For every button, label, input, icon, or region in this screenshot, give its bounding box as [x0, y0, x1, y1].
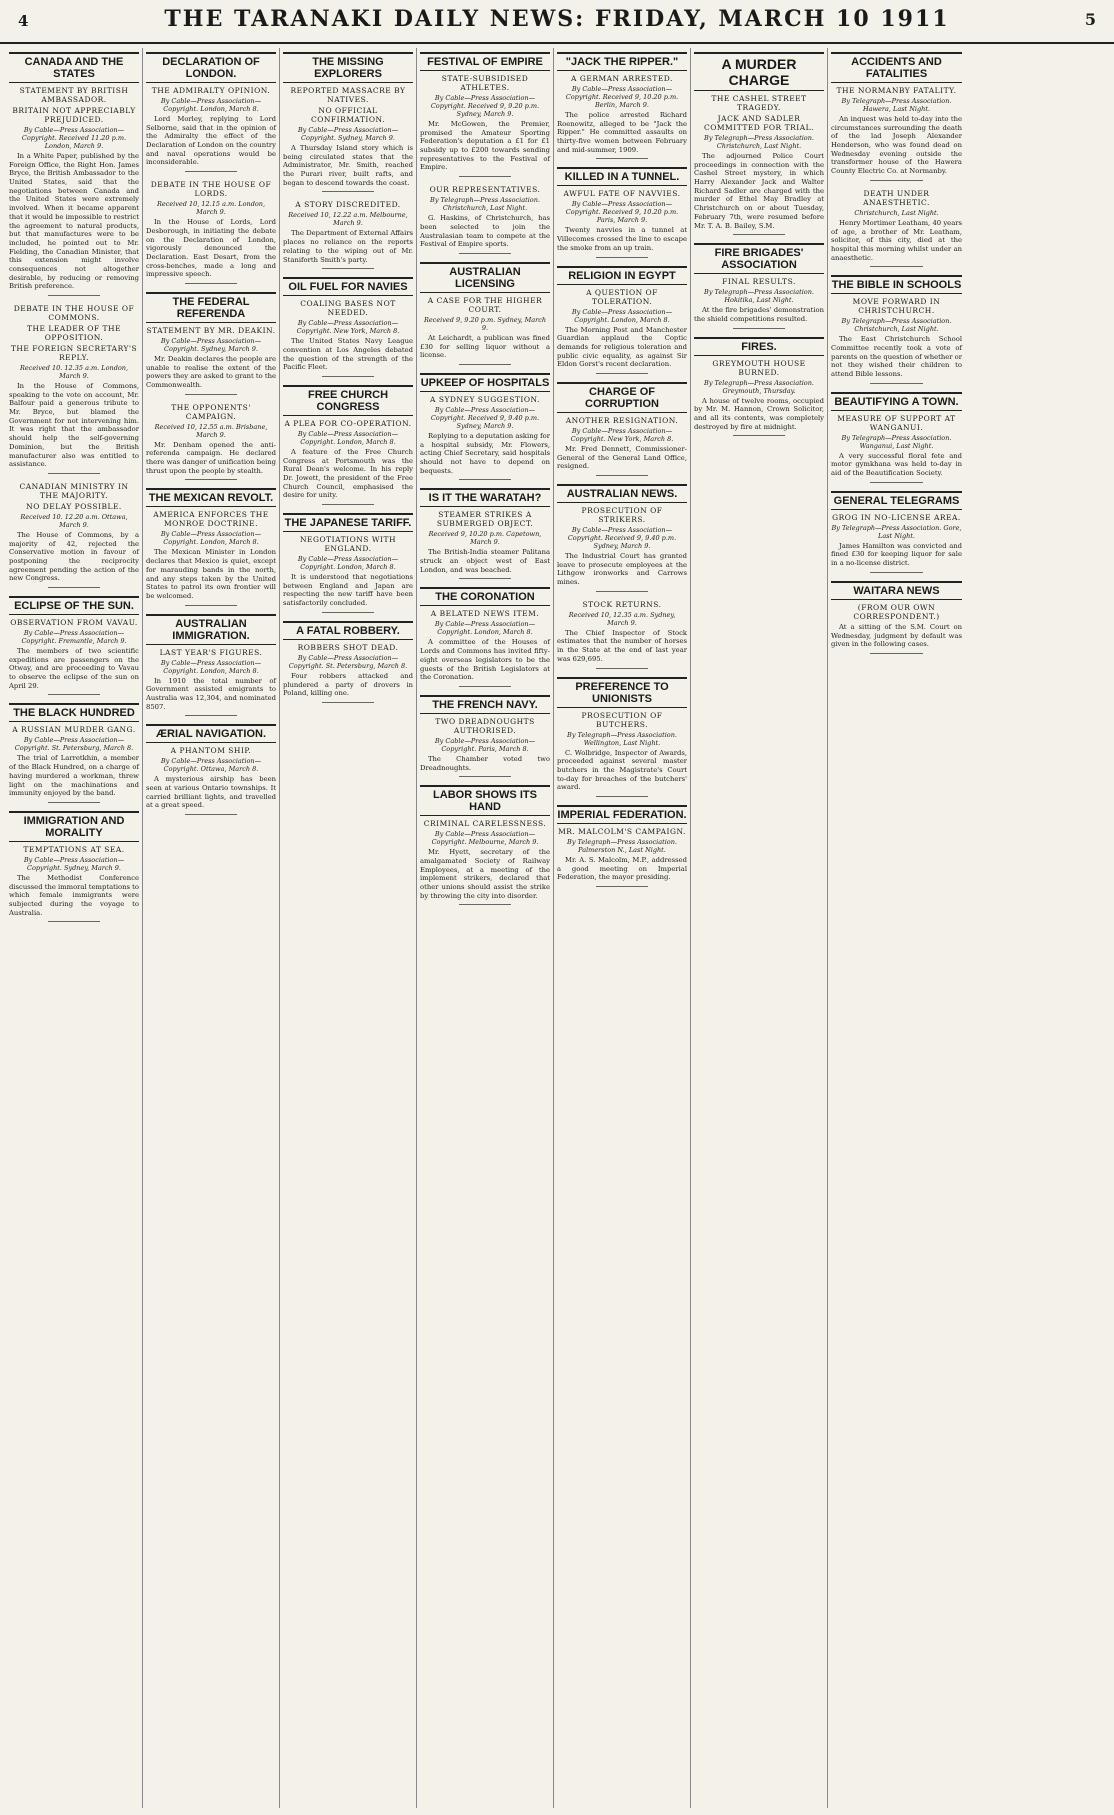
article-divider [596, 796, 648, 797]
article [694, 337, 824, 437]
article-divider [48, 473, 100, 474]
article-divider [870, 383, 922, 384]
article-divider [322, 191, 374, 192]
article-subhead: THE NORMANBY FATALITY. [836, 86, 957, 95]
article-body: In the House of Lords, Lord Desborough, in initiating the debate on the Declaration of London, vigorously denounced the Declaration. East Desart, from the cross-benches, made a long and impressive speech. [146, 218, 276, 279]
article-subhead: A PLEA FOR CO-OPERATION. [284, 418, 412, 428]
article [146, 180, 276, 284]
article-subhead: FINAL RESULTS. [722, 277, 796, 287]
article-dateline: Received 9, 9.20 p.m. Sydney, March 9. [423, 315, 547, 332]
article-divider [596, 475, 648, 476]
article [557, 600, 687, 669]
article-dateline: By Cable—Press Association—Copyright. London, March 8. [160, 658, 262, 675]
article-dateline: By Cable—Press Association—Copyright. Paris, March 8. [434, 736, 536, 753]
article-subhead: A SYDNEY SUGGESTION. [430, 394, 540, 404]
article [283, 513, 413, 613]
article-subhead: A CASE FOR THE HIGHER COURT. [427, 295, 543, 314]
article-divider [185, 479, 237, 480]
article-body: The adjourned Police Court proceedings in connection with the Cashel Street mystery, in which Harry Alexander Jack and Walter Richard Sadler are charged with the murder of Ethel May Bradley at Christchurch on or about Tuesday, February 7th, were resumed before Mr. T. A. B. Bailey, S.M. [694, 152, 824, 230]
article-dateline: Received 9, 10.20 p.m. Capetown, March 9. [428, 530, 542, 547]
article-body: Mr. McGowen, the Premier, promised the Amateur Sporting Federation's deputation a £1 for £1 subsidy up to £200 towards sending representatives to the Festival of Empire. [420, 120, 550, 172]
article-dateline: By Cable—Press Association—Copyright. Melbourne, March 9. [431, 830, 539, 847]
article-dateline: By Cable—Press Association—Copyright. St. Petersburg, March 8. [14, 736, 134, 753]
article [557, 266, 687, 374]
article-headline: RELIGION IN EGYPT [557, 266, 687, 285]
article-divider [459, 176, 511, 177]
article-subhead: GROG IN NO-LICENSE AREA. [832, 512, 961, 522]
article-subhead: OBSERVATION FROM VAVAU. [10, 618, 138, 627]
article-headline: THE BIBLE IN SCHOOLS [831, 275, 962, 294]
article-headline: "JACK THE RIPPER." [557, 52, 687, 71]
article-headline: OIL FUEL FOR NAVIES [283, 277, 413, 296]
article [146, 614, 276, 717]
article [420, 695, 550, 777]
article-subhead: GREYMOUTH HOUSE BURNED. [712, 358, 806, 377]
article-divider [870, 572, 922, 573]
article-headline: A FATAL ROBBERY. [283, 621, 413, 640]
column-1 [6, 48, 143, 1808]
article-dateline: By Cable—Press Association—Copyright. Received 9, 9.40 p.m. Sydney, March 9. [567, 526, 677, 550]
article [283, 385, 413, 505]
article-divider [733, 234, 785, 235]
article-divider [459, 578, 511, 579]
article-divider [459, 479, 511, 480]
article-subhead: STEAMER STRIKES A SUBMERGED OBJECT. [436, 510, 534, 529]
article-headline: FIRES. [694, 337, 824, 356]
article-dateline: By Telegraph—Press Association. Gore, Last Night. [831, 523, 962, 540]
article-subhead: STATE-SUBSIDISED ATHLETES. [441, 74, 529, 92]
article [557, 382, 687, 476]
article-divider [185, 283, 237, 284]
article-body: Lord Morley, replying to Lord Selborne, said that in the opinion of the Admiralty the effect of the Declaration of London on the country and naval operations would be inconsiderable. [146, 115, 276, 167]
article-subhead: PROSECUTION OF BUTCHERS. [581, 710, 663, 729]
article-body: A very successful floral fete and motor gymkhana was held to-day in aid of the Beautification Society. [831, 451, 962, 478]
article-dateline: By Telegraph—Press Association. Palmerston N., Last Night. [567, 837, 677, 854]
article-body: It is understood that negotiations between England and Japan are respecting the new tariff have been satisfactorily concluded. [283, 573, 413, 608]
article-divider [870, 266, 922, 267]
article-subhead: THE CASHEL STREET TRAGEDY. [711, 94, 807, 112]
article-body: Mr. Hyett, secretary of the amalgamated Society of Railway Employees, at a meeting of the implement strikers, declared that other unions should assist the strike by throwing the city into disorder. [420, 848, 550, 900]
article-headline: THE MEXICAN REVOLT. [146, 488, 276, 507]
article-body: The Mexican Minister in London declares that Mexico is quiet, except for marauding bands in the north, and any steps taken by the United States to patrol its own frontier will be welcomed. [146, 548, 276, 600]
page-number: 5 [1084, 10, 1096, 29]
article-body: In a White Paper, published by the Foreign Office, the Right Hon. James Bryce, the British Ambassador to the United States, said that the negotiations between Canada and the United States were extremely involved. When it became apparent that it would be impossible to restrict the agreement to natural products, but that manufactures were to be included, he pointed out to Mr. Fielding, the Canadian Minister, that this extension might involve consequences not altogether desirable, by reducing or removing British preference. [9, 152, 139, 291]
article-body: At the fire brigades' demonstration the shield competitions resulted. [694, 306, 824, 323]
article-body: Twenty navvies in a tunnel at Villecomes crossed the line to escape the smoke from an up train. [557, 226, 687, 252]
article-headline: WAITARA NEWS [831, 581, 962, 600]
article-divider [596, 158, 648, 159]
article-dateline: By Telegraph—Press Association. Hawera, Last Night. [841, 97, 952, 113]
article-body: In 1910 the total number of Government assisted emigrants to Australia was 12,304, and nominated 8507. [146, 676, 276, 711]
article-dateline: By Cable—Press Association—Copyright. London, March 8. [297, 555, 399, 572]
newspaper-title: THE TARANAKI DAILY NEWS: FRIDAY, MARCH 10 1911 [164, 6, 950, 32]
article-body: The Industrial Court has granted leave to prosecute employees at the Lithgow ironworks and Carrows mines. [557, 552, 687, 587]
article-dateline: By Cable—Press Association—Copyright. St. Petersburg, March 8. [288, 653, 408, 670]
article [9, 596, 139, 695]
article [831, 392, 962, 483]
article-dateline: By Cable—Press Association—Copyright. New York, March 8. [296, 319, 400, 336]
article [9, 52, 139, 296]
article-headline: THE FEDERAL REFERENDA [146, 292, 276, 323]
article-dateline: By Cable—Press Association—Copyright. Sydney, March 9. [160, 336, 262, 353]
column-4 [417, 48, 554, 1808]
article-divider [870, 653, 922, 654]
article-divider [322, 702, 374, 703]
article-headline: CANADA AND THE STATES [9, 52, 139, 83]
article-subhead: THE FOREIGN SECRETARY'S REPLY. [10, 344, 138, 362]
article [694, 52, 824, 235]
article [420, 785, 550, 905]
article-body: The House of Commons, by a majority of 42, rejected the Conservative motion in favour of postponing the reciprocity agreement pending the action of the new Congress. [9, 530, 139, 583]
article-body: The East Christchurch School Committee recently took a vote of parents on the question of whether or not they wished their children to attend Bible lessons. [831, 335, 962, 378]
article-divider [733, 328, 785, 329]
article-dateline: By Cable—Press Association—Copyright. London, March 8. [160, 97, 262, 113]
article-body: A house of twelve rooms, occupied by Mr. M. Hannon, Crown Solicitor, and all its contents, was completely destroyed by fire at midnight. [694, 396, 824, 431]
article-subhead: BRITAIN NOT APPRECIABLY PREJUDICED. [12, 106, 136, 124]
article-divider [48, 694, 100, 695]
article-dateline: By Cable—Press Association—Copyright. Received 11.20 p.m. London, March 9. [21, 126, 127, 150]
article-divider [48, 802, 100, 803]
article [420, 262, 550, 365]
article-divider [48, 295, 100, 296]
article-divider [870, 482, 922, 483]
article-body: The United States Navy League convention at Los Angeles debated the question of the strength of the Pacific Fleet. [283, 337, 413, 372]
article-dateline: By Cable—Press Association—Copyright. Ottawa, March 8. [160, 757, 262, 774]
article-headline: IMPERIAL FEDERATION. [557, 805, 687, 824]
article [831, 189, 962, 267]
article-headline: THE JAPANESE TARIFF. [283, 513, 413, 532]
article-divider [322, 504, 374, 505]
article-dateline: By Cable—Press Association—Copyright. Sydney, March 9. [297, 126, 399, 142]
article-headline: ACCIDENTS AND FATALITIES [831, 52, 962, 83]
article-divider [596, 373, 648, 374]
article [9, 811, 139, 922]
article-subhead: OUR REPRESENTATIVES. [429, 185, 541, 195]
article-headline: IS IT THE WARATAH? [420, 488, 550, 507]
article-subhead: A GERMAN ARRESTED. [571, 74, 673, 83]
article-body: Mr. Fred Dennett, Commissioner-General of the General Land Office, resigned. [557, 444, 687, 471]
article [420, 373, 550, 480]
article-headline: IMMIGRATION AND MORALITY [9, 811, 139, 842]
article-divider [185, 171, 237, 172]
article-divider [596, 668, 648, 669]
article [831, 581, 962, 654]
article-subhead: A BELATED NEWS ITEM. [430, 609, 540, 619]
article-dateline: By Telegraph—Press Association. Wellington, Last Night. [567, 730, 677, 747]
article-headline: A MURDER CHARGE [694, 52, 824, 91]
article-dateline: By Cable—Press Association—Copyright. Received 9, 9.40 p.m. Sydney, March 9. [430, 405, 540, 430]
article [831, 52, 962, 181]
article-body: G. Haskins, of Christchurch, has been selected to join the Australasian team to compete at the Festival of Empire sports. [420, 214, 550, 249]
article-headline: GENERAL TELEGRAMS [831, 491, 962, 510]
article-headline: PREFERENCE TO UNIONISTS [557, 677, 687, 708]
article-dateline: By Cable—Press Association—Copyright. London, March 8. [160, 530, 262, 547]
article-subhead: NO OFFICIAL CONFIRMATION. [310, 106, 386, 124]
article-body: James Hamilton was convicted and fined £30 for keeping liquor for sale in a no-license district. [831, 541, 962, 568]
article [283, 277, 413, 377]
article-subhead: DEBATE IN THE HOUSE OF LORDS. [150, 180, 272, 199]
article-divider [596, 591, 648, 592]
article-subhead: STOCK RETURNS. [582, 599, 662, 609]
article-body: A Thursday Island story which is being circulated states that the Administrator, Mr. Smith, reached the Purari river, built rafts, and began to descend towards the coast. [283, 144, 413, 187]
article-subhead: AMERICA ENFORCES THE MONROE DOCTRINE. [153, 510, 269, 529]
article [831, 491, 962, 573]
article-body: Mr. Denham opened the anti-referenda campaign. He declared there was danger of unification being thrust upon the people by stealth. [146, 440, 276, 475]
article [420, 488, 550, 579]
article-body: Replying to a deputation asking for a hospital subsidy, Mr. Flowers, acting Chief Secretary, said hospitals should not have to depend on bequests. [420, 431, 550, 475]
article-body: The members of two scientific expeditions are passengers on the Otway, and are proceeding to Vavau to observe the eclipse of the sun on April 29. [9, 647, 139, 690]
article-subhead: ROBBERS SHOT DEAD. [297, 642, 399, 652]
article-divider [459, 686, 511, 687]
article-divider [322, 376, 374, 377]
article-subhead: (FROM OUR OWN CORRESPONDENT.) [853, 602, 940, 621]
article-headline: ÆRIAL NAVIGATION. [146, 724, 276, 743]
article [146, 292, 276, 395]
article-subhead: TWO DREADNOUGHTS AUTHORISED. [435, 716, 535, 735]
article-dateline: By Cable—Press Association—Copyright. Sydney, March 9. [23, 855, 125, 872]
article-subhead: CANADIAN MINISTRY IN THE MAJORITY. [19, 481, 129, 500]
article-dateline: By Cable—Press Association—Copyright. London, March 8. [297, 429, 399, 446]
article-dateline: By Cable—Press Association—Copyright. London, March 8. [434, 620, 536, 637]
article-dateline: By Telegraph—Press Association. Hokitika, Last Night. [704, 288, 814, 305]
article-subhead: STATEMENT BY MR. DEAKIN. [146, 325, 276, 335]
article-dateline: By Cable—Press Association—Copyright. Received 9, 9.20 p.m. Sydney, March 9. [430, 94, 540, 118]
article [283, 52, 413, 192]
article-divider [185, 814, 237, 815]
article-subhead: CRIMINAL CARELESSNESS. [423, 819, 547, 829]
article-body: The Chamber voted two Dreadnoughts. [420, 754, 550, 772]
article [283, 200, 413, 269]
article-headline: AUSTRALIAN IMMIGRATION. [146, 614, 276, 645]
article-dateline: By Cable—Press Association—Copyright. New York, March 8. [570, 426, 674, 443]
article-subhead: A PHANTOM SHIP. [170, 746, 252, 756]
article-body: Four robbers attacked and plundered a party of drovers in Poland, killing one. [283, 671, 413, 698]
article-headline: BEAUTIFYING A TOWN. [831, 392, 962, 411]
article-dateline: Received 10. 12.35 a.m. London, March 9. [19, 364, 129, 380]
article-subhead: THE OPPONENTS' CAMPAIGN. [171, 402, 251, 421]
article-dateline: Received 10, 12.35 a.m. Sydney, March 9. [568, 610, 676, 627]
article [146, 488, 276, 605]
article-headline: LABOR SHOWS ITS HAND [420, 785, 550, 816]
article [9, 703, 139, 802]
article [420, 52, 550, 177]
article-divider [185, 394, 237, 395]
article-body: A mysterious airship has been seen at various Ontario townships. It carried brilliant lights, and travelled at a great speed. [146, 775, 276, 810]
article-body: The Chief Inspector of Stock estimates that the number of horses in the State at the end of last year was 629,695. [557, 628, 687, 663]
article-dateline: Christchurch, Last Night. [854, 208, 939, 217]
article-body: A feature of the Free Church Congress at Portsmouth was the Rural Dean's welcome. In his reply Dr. Jowett, the president of the Free Church Council, emphasised the desire for unity. [283, 447, 413, 500]
article-body: The Department of External Affairs places no reliance on the reports relating to the wiping out of Mr. Staniforth Smith's party. [283, 229, 413, 264]
article-headline: DECLARATION OF LONDON. [146, 52, 276, 83]
article [420, 185, 550, 254]
article-body: An inquest was held to-day into the circumstances surrounding the death of the lad Joseph Alexander Henderson, who was found dead on Wednesday evening outside the transformer house of the Hawera County Electric Co. at Normanby. [831, 115, 962, 176]
article [557, 805, 687, 887]
page-number-left: 4 [18, 12, 29, 30]
article-divider [733, 435, 785, 436]
article-subhead: JACK AND SADLER COMMITTED FOR TRIAL. [703, 114, 814, 132]
article-body: The trial of Larretkhin, a member of the Black Hundred, on a charge of having murdered a workman, threw light on the machinations and immunity enjoyed by the band. [9, 754, 139, 798]
article-dateline: By Telegraph—Press Association. Greymouth, Thursday. [704, 378, 814, 395]
article-headline: KILLED IN A TUNNEL. [557, 167, 687, 186]
article-body: The Morning Post and Manchester Guardian applaud the Coptic demands for religious toleration and public civic equality, as against Sir Eldon Gorst's recent declaration. [557, 325, 687, 369]
article [557, 52, 687, 159]
article-headline: AUSTRALIAN LICENSING [420, 262, 550, 293]
article [557, 167, 687, 257]
article-subhead: COALING BASES NOT NEEDED. [300, 299, 396, 318]
article-subhead: TEMPTATIONS AT SEA. [23, 844, 125, 854]
article-headline: CHARGE OF CORRUPTION [557, 382, 687, 413]
article [146, 52, 276, 172]
article-body: Henry Mortimer Leatham, 40 years of age, a brother of Mr. Leatham, solicitor, of this city, died at the hospital this morning whilst under an anaesthetic. [831, 218, 962, 262]
article-divider [185, 715, 237, 716]
article-headline: FIRE BRIGADES' ASSOCIATION [694, 243, 824, 274]
article [420, 587, 550, 686]
article-subhead: THE LEADER OF THE OPPOSITION. [26, 324, 122, 342]
article-dateline: By Cable—Press Association—Copyright. Fremantle, March 9. [21, 629, 127, 645]
article-dateline: By Cable—Press Association—Copyright. London, March 8. [571, 307, 673, 324]
article [557, 677, 687, 797]
article-subhead: DEBATE IN THE HOUSE OF COMMONS. [13, 304, 135, 322]
article-subhead: MR. MALCOLM'S CAMPAIGN. [558, 826, 686, 836]
article-headline: THE MISSING EXPLORERS [283, 52, 413, 83]
article-dateline: By Telegraph—Press Association. Christchurch, Last Night. [430, 196, 540, 213]
article-body: A committee of the Houses of Lords and Commons has invited fifty-eight overseas legislators to be the guests of the British Legislators at the Coronation. [420, 638, 550, 682]
article [557, 484, 687, 592]
article-dateline: By Telegraph—Press Association. Christchurch, Last Night. [704, 134, 814, 150]
article-dateline: Received 10. 12.20 a.m. Ottawa, March 9. [20, 512, 128, 529]
article-divider [185, 605, 237, 606]
article-body: In the House of Commons, speaking to the vote on account, Mr. Balfour paid a generous tribute to Mr. Bryce, but blamed the Government for not intervening him. It was right that the ambassador should help the self-governing Dominion, but the British manufacturer also was entitled to assistance. [9, 382, 139, 469]
article-divider [459, 904, 511, 905]
article [9, 304, 139, 474]
article-divider [48, 921, 100, 922]
article-divider [596, 886, 648, 887]
article-headline: THE FRENCH NAVY. [420, 695, 550, 714]
masthead [0, 0, 1114, 44]
article-body: C. Wolbridge, Inspector of Awards, proceeded against several master butchers in the Magistrate's Court to-day for breaches of the butchers' award. [557, 748, 687, 792]
article-subhead: STATEMENT BY BRITISH AMBASSADOR. [19, 86, 129, 104]
article-subhead: PROSECUTION OF STRIKERS. [581, 506, 663, 524]
column-7 [828, 48, 965, 1808]
article-subhead: ANOTHER RESIGNATION. [565, 415, 679, 425]
article-subhead: AWFUL FATE OF NAVVIES. [563, 189, 681, 199]
article-divider [459, 776, 511, 777]
article-headline: ECLIPSE OF THE SUN. [9, 596, 139, 615]
article-headline: FREE CHURCH CONGRESS [283, 385, 413, 416]
column-6 [691, 48, 828, 1808]
article [283, 621, 413, 703]
article-subhead: A STORY DISCREDITED. [295, 200, 401, 210]
article-subhead: REPORTED MASSACRE BY NATIVES. [290, 86, 406, 104]
article-subhead: MOVE FORWARD IN CHRISTCHURCH. [852, 297, 941, 316]
article-body: The Methodist Conference discussed the immoral temptations to which female immigrants were subjected during the voyage to Australia. [9, 873, 139, 917]
article [831, 275, 962, 383]
column-5 [554, 48, 691, 1808]
article [146, 724, 276, 815]
article-body: Mr. A. S. Malcolm, M.P., addressed a good meeting on Imperial Federation, the mayor presiding. [557, 855, 687, 882]
article-divider [48, 587, 100, 588]
article [146, 403, 276, 481]
column-3 [280, 48, 417, 1808]
article-body: Mr. Deakin declares the people are unable to realise the extent of the powers they are asked to grant to the Commonwealth. [146, 354, 277, 389]
article-body: The police arrested Richard Roenowitz, alleged to be "Jack the Ripper." He committed assaults on thirty-five women between February and mid-summer, 1909. [557, 111, 687, 154]
article [694, 243, 824, 328]
article-divider [322, 268, 374, 269]
article-divider [459, 364, 511, 365]
article-dateline: Received 10, 12.55 a.m. Brisbane, March 9. [154, 422, 268, 439]
newspaper-columns [6, 48, 1108, 1808]
article-body: At a sitting of the S.M. Court on Wednesday, judgment by default was given in the following cases. [831, 622, 962, 649]
article-subhead: THE ADMIRALTY OPINION. [151, 86, 271, 95]
article-subhead: A RUSSIAN MURDER GANG. [12, 725, 136, 735]
article-headline: THE CORONATION [420, 587, 550, 606]
article-body: At Leichardt, a publican was fined £30 for selling liquor without a license. [420, 333, 550, 360]
article-headline: THE BLACK HUNDRED [9, 703, 139, 722]
article-subhead: LAST YEAR'S FIGURES. [159, 647, 263, 657]
article-headline: FESTIVAL OF EMPIRE [420, 52, 550, 71]
article-dateline: By Telegraph—Press Association. Christchurch, Last Night. [841, 317, 952, 334]
article-subhead: A QUESTION OF TOLERATION. [586, 287, 658, 306]
article-headline: UPKEEP OF HOSPITALS [420, 373, 550, 392]
article-dateline: Received 10, 12.22 a.m. Melbourne, March 9. [288, 211, 408, 228]
article-divider [596, 257, 648, 258]
article-headline: AUSTRALIAN NEWS. [557, 484, 687, 503]
article-subhead: DEATH UNDER ANAESTHETIC. [863, 188, 930, 207]
article-divider [870, 180, 922, 181]
article-dateline: Received 10, 12.15 a.m. London, March 9. [156, 200, 266, 217]
article-body: The British-India steamer Palitana struck an object west of East London, and was beached. [420, 548, 550, 574]
article-subhead: MEASURE OF SUPPORT AT WANGANUI. [837, 413, 956, 432]
article-subhead: NEGOTIATIONS WITH ENGLAND. [299, 535, 397, 554]
column-2 [143, 48, 280, 1808]
article-subhead: NO DELAY POSSIBLE. [26, 501, 122, 511]
article-dateline: By Cable—Press Association—Copyright. Received 9, 10.20 p.m. Berlin, March 9. [565, 85, 679, 109]
article [9, 482, 139, 588]
article-divider [322, 612, 374, 613]
article-dateline: By Cable—Press Association—Copyright. Received 9, 10.20 p.m. Paris, March 9. [565, 200, 679, 225]
article-dateline: By Telegraph—Press Association. Wanganui, Last Night. [841, 433, 952, 450]
article-divider [459, 253, 511, 254]
